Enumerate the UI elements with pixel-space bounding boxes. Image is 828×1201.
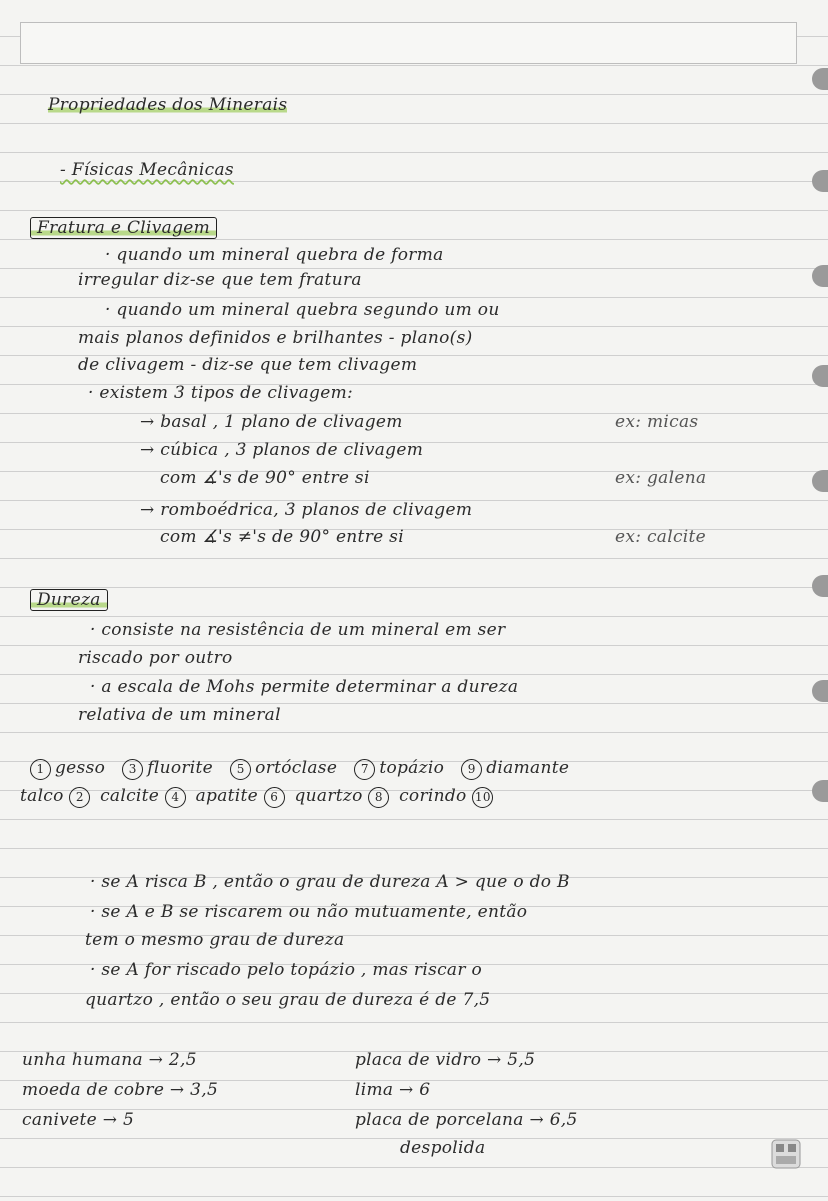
rule-line: quartzo , então o seu grau de dureza é de 7,5: [85, 990, 491, 1010]
binder-hole: [812, 170, 828, 192]
cleavage-type-detail: com ∡'s de 90° entre si: [160, 468, 370, 488]
notebook-brand-logo-icon: [770, 1138, 802, 1170]
subtitle: - Físicas Mecânicas: [60, 160, 234, 180]
cleavage-type-detail: com ∡'s ≠'s de 90° entre si: [160, 527, 404, 547]
rule-line: · se A e B se riscarem ou não mutuamente, então: [90, 902, 528, 922]
cleavage-example: ex: galena: [615, 468, 707, 488]
cleavage-type-basal: → basal , 1 plano de clivagem: [140, 412, 403, 432]
reference-right: placa de porcelana → 6,5: [355, 1110, 578, 1130]
reference-left: unha humana → 2,5: [22, 1050, 197, 1070]
binder-hole: [812, 575, 828, 597]
binder-hole: [812, 365, 828, 387]
reference-left: moeda de cobre → 3,5: [22, 1080, 219, 1100]
cleavage-type-cubica: → cúbica , 3 planos de clivagem: [140, 440, 424, 460]
text-line: de clivagem - diz-se que tem clivagem: [78, 355, 418, 375]
text-line: · a escala de Mohs permite determinar a dureza: [90, 677, 519, 697]
text-line: · existem 3 tipos de clivagem:: [88, 383, 354, 403]
reference-right: lima → 6: [355, 1080, 431, 1100]
binder-hole: [812, 68, 828, 90]
text-line: relativa de um mineral: [78, 705, 281, 725]
page-title: Propriedades dos Minerais: [48, 95, 288, 115]
text-line: · quando um mineral quebra de forma: [105, 245, 444, 265]
cleavage-example: ex: micas: [615, 412, 699, 432]
cleavage-example: ex: calcite: [615, 527, 707, 547]
header-box: [20, 22, 797, 64]
reference-right: despolida: [400, 1138, 486, 1158]
section-heading-fratura: Fratura e Clivagem: [30, 218, 217, 238]
text-line: irregular diz-se que tem fratura: [78, 270, 362, 290]
text-line: · quando um mineral quebra segundo um ou: [105, 300, 500, 320]
text-line: riscado por outro: [78, 648, 233, 668]
text-line: · consiste na resistência de um mineral em ser: [90, 620, 506, 640]
rule-line: tem o mesmo grau de dureza: [85, 930, 345, 950]
binder-hole: [812, 470, 828, 492]
rule-line: · se A risca B , então o grau de dureza A > que o do B: [90, 872, 570, 892]
binder-hole: [812, 265, 828, 287]
text-line: mais planos definidos e brilhantes - plano(s): [78, 328, 473, 348]
cleavage-type-romboedrica: → romboédrica, 3 planos de clivagem: [140, 500, 473, 520]
mohs-scale-bottom-row: talco 2 calcite 4 apatite 6 quartzo 8 corindo 10: [20, 786, 497, 808]
rule-line: · se A for riscado pelo topázio , mas riscar o: [90, 960, 483, 980]
mohs-scale-top-row: 1 gesso 3 fluorite 5 ortóclase 7 topázio 9 diamante: [30, 758, 569, 780]
reference-right: placa de vidro → 5,5: [355, 1050, 536, 1070]
reference-left: canivete → 5: [22, 1110, 135, 1130]
binder-hole: [812, 780, 828, 802]
binder-hole: [812, 680, 828, 702]
section-heading-dureza: Dureza: [30, 590, 108, 610]
